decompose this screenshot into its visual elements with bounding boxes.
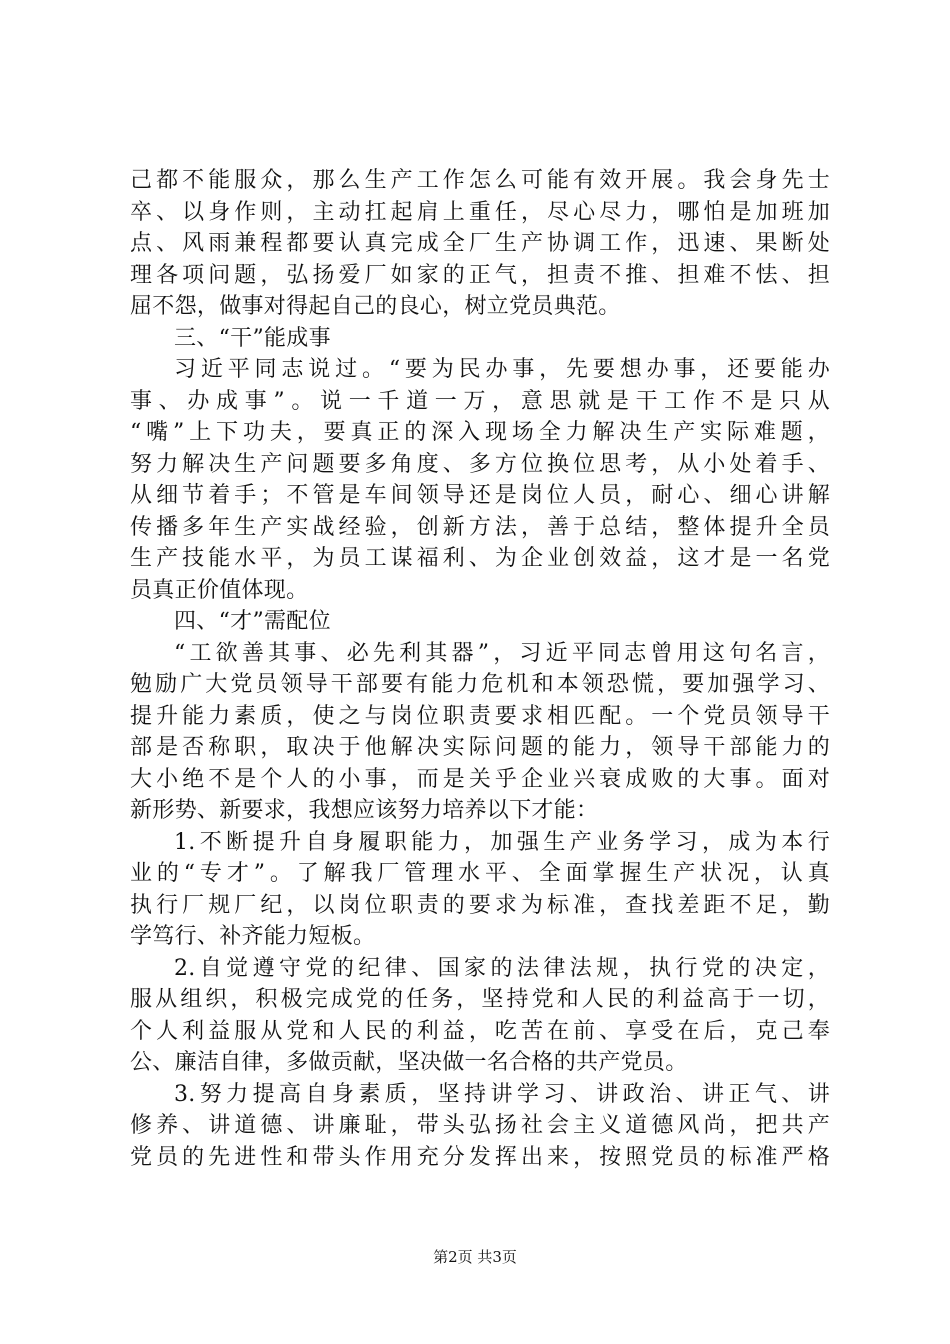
text-line: “工欲善其事、必先利其器”，习近平同志曾用这句名言，	[174, 640, 830, 666]
document-body	[130, 165, 830, 1173]
text-line: 点、风雨兼程都要认真完成全厂生产协调工作，迅速、果断处	[130, 231, 830, 256]
text-line: 个人利益服从党和人民的利益，吃苦在前、享受在后，克己奉	[130, 1018, 830, 1044]
text-line: 生产技能水平，为员工谋福利、为企业创效益，这才是一名党	[130, 546, 830, 571]
text-line: 员真正价值体现。	[130, 577, 309, 603]
text-line: 大小绝不是个人的小事，而是关乎企业兴衰成败的大事。面对	[130, 766, 830, 792]
text-line: 执行厂规厂纪，以岗位职责的要求为标准，查找差距不足，勤	[130, 892, 830, 918]
section-heading: 三、“干”能成事	[174, 325, 331, 351]
section-heading: 四、“才”需配位	[174, 609, 331, 634]
text-line: 部是否称职，取决于他解决实际问题的能力，领导干部能力的	[130, 735, 830, 760]
text-line: 提升能力素质，使之与岗位职责要求相匹配。一个党员领导干	[130, 703, 830, 729]
text-line: 学笃行、补齐能力短板。	[130, 924, 376, 949]
text-line: 传播多年生产实战经验，创新方法，善于总结，整体提升全员	[130, 514, 830, 540]
text-line: 3.努力提高自身素质，坚持讲学习、讲政治、讲正气、讲	[174, 1081, 830, 1107]
text-line: 业的“专才”。了解我厂管理水平、全面掌握生产状况，认真	[130, 861, 830, 886]
text-line: 努力解决生产问题要多角度、多方位换位思考，从小处着手、	[130, 451, 830, 477]
text-line: “嘴”上下功夫，要真正的深入现场全力解决生产实际难题，	[130, 420, 830, 445]
text-line: 1.不断提升自身履职能力，加强生产业务学习，成为本行	[174, 829, 830, 855]
text-line: 屈不怨，做事对得起自己的良心，树立党员典范。	[130, 294, 621, 319]
text-line: 事、办成事”。说一千道一万，意思就是干工作不是只从	[130, 388, 830, 414]
text-line: 公、廉洁自律，多做贡献，坚决做一名合格的共产党员。	[130, 1050, 688, 1075]
text-line: 从细节着手；不管是车间领导还是岗位人员，耐心、细心讲解	[130, 483, 830, 508]
page-footer: 第2页 共3页	[433, 1248, 517, 1266]
text-line: 理各项问题，弘扬爱厂如家的正气，担责不推、担难不怯、担	[130, 262, 830, 288]
text-line: 卒、以身作则，主动扛起肩上重任，尽心尽力，哪怕是加班加	[130, 199, 830, 225]
text-line: 习近平同志说过。“要为民办事，先要想办事，还要能办	[174, 357, 830, 382]
text-line: 2.自觉遵守党的纪律、国家的法律法规，执行党的决定，	[174, 955, 830, 981]
text-line: 党员的先进性和带头作用充分发挥出来，按照党员的标准严格	[130, 1144, 830, 1170]
text-line: 新形势、新要求，我想应该努力培养以下才能：	[130, 798, 599, 823]
text-line: 服从组织，积极完成党的任务，坚持党和人民的利益高于一切，	[130, 987, 830, 1012]
text-line: 勉励广大党员领导干部要有能力危机和本领恐慌，要加强学习、	[130, 672, 830, 697]
text-line: 己都不能服众，那么生产工作怎么可能有效开展。我会身先士	[130, 168, 830, 193]
text-line: 修养、讲道德、讲廉耻，带头弘扬社会主义道德风尚，把共产	[130, 1113, 830, 1138]
